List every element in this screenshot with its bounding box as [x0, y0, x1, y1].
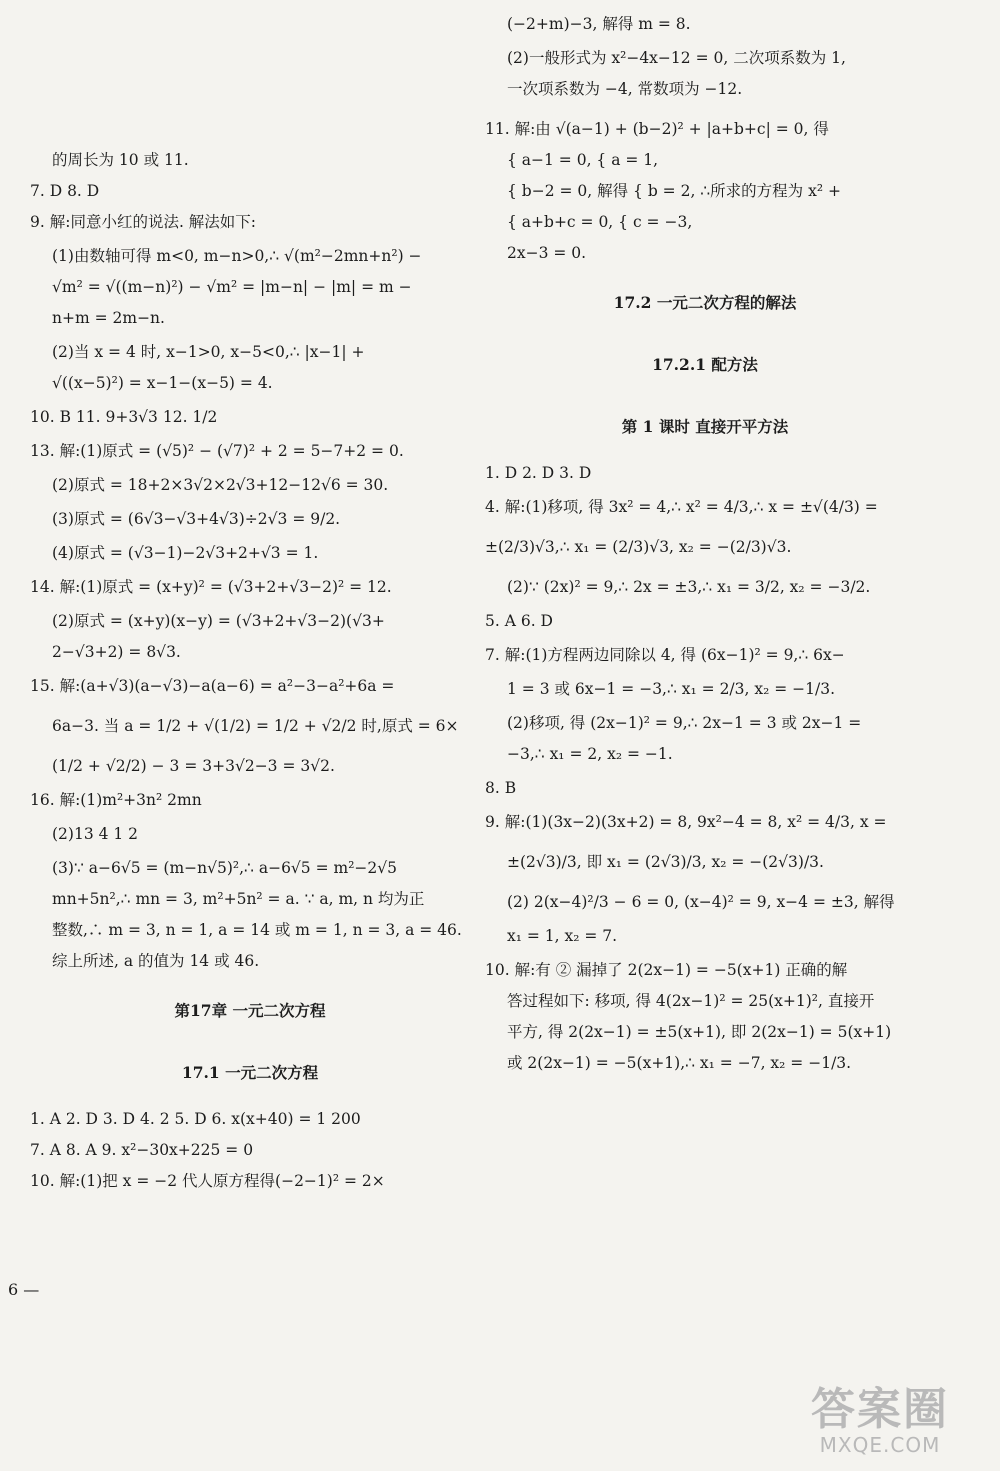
answer-line: 7. A 8. A 9. x²−30x+225 = 0: [30, 1141, 254, 1159]
answer-line: (2)一般形式为 x²−4x−12 = 0, 二次项系数为 1,: [507, 49, 846, 67]
answer-line: 10. B 11. 9+3√3 12. 1/2: [30, 408, 218, 426]
answer-line: −3,∴ x₁ = 2, x₂ = −1.: [507, 745, 673, 763]
answer-line: { b−2 = 0, 解得 { b = 2, ∴所求的方程为 x² +: [507, 182, 841, 200]
answer-line: (2)移项, 得 (2x−1)² = 9,∴ 2x−1 = 3 或 2x−1 =: [507, 714, 862, 732]
answer-line: 平方, 得 2(2x−1) = ±5(x+1), 即 2(2x−1) = 5(x+1): [507, 1023, 892, 1041]
answer-line: 7. D 8. D: [30, 182, 100, 200]
answer-line: 整数,∴ m = 3, n = 1, a = 14 或 m = 1, n = 3, a = 46.: [52, 921, 462, 939]
answer-line: (1/2 + √2/2) − 3 = 3+3√2−3 = 3√2.: [52, 757, 335, 775]
answer-line: 1. D 2. D 3. D: [485, 464, 592, 482]
chapter-heading: 第17章 一元二次方程: [174, 1000, 326, 1020]
answer-line: { a−1 = 0, { a = 1,: [507, 151, 659, 169]
answer-line: (2)原式 = 18+2×3√2×2√3+12−12√6 = 30.: [52, 476, 389, 494]
answer-line: 15. 解:(a+√3)(a−√3)−a(a−6) = a²−3−a²+6a =: [30, 677, 395, 695]
answer-line: √((x−5)²) = x−1−(x−5) = 4.: [52, 374, 273, 392]
answer-line: 14. 解:(1)原式 = (x+y)² = (√3+2+√3−2)² = 12.: [30, 578, 392, 596]
answer-line: (4)原式 = (√3−1)−2√3+2+√3 = 1.: [52, 544, 319, 562]
answer-line: (1)由数轴可得 m<0, m−n>0,∴ √(m²−2mn+n²) −: [52, 247, 422, 265]
answer-line: 11. 解:由 √(a−1) + (b−2)² + |a+b+c| = 0, 得: [485, 120, 829, 138]
answer-line: (−2+m)−3, 解得 m = 8.: [507, 15, 691, 33]
answer-line: (3)∵ a−6√5 = (m−n√5)²,∴ a−6√5 = m²−2√5: [52, 859, 398, 877]
answer-line: ±(2/3)√3,∴ x₁ = (2/3)√3, x₂ = −(2/3)√3.: [485, 538, 792, 556]
answer-line: (2)当 x = 4 时, x−1>0, x−5<0,∴ |x−1| +: [52, 343, 365, 361]
watermark-logo: [785, 1386, 975, 1456]
answer-line: (2)原式 = (x+y)(x−y) = (√3+2+√3−2)(√3+: [52, 612, 385, 630]
left-column: [30, 150, 470, 1191]
subsection-heading: 17.2.1 配方法: [652, 354, 758, 374]
answer-line: 或 2(2x−1) = −5(x+1),∴ x₁ = −7, x₂ = −1/3.: [507, 1054, 852, 1072]
answer-line: 2−√3+2) = 8√3.: [52, 643, 181, 661]
answer-line: 一次项系数为 −4, 常数项为 −12.: [507, 80, 743, 98]
answer-line: 8. B: [485, 779, 517, 797]
lesson-heading: 第 1 课时 直接开平方法: [621, 416, 789, 436]
answer-line: 5. A 6. D: [485, 612, 553, 630]
watermark-title: 答案圈: [811, 1384, 949, 1435]
answer-line: 2x−3 = 0.: [507, 244, 587, 262]
answer-line: 1 = 3 或 6x−1 = −3,∴ x₁ = 2/3, x₂ = −1/3.: [507, 680, 836, 698]
answer-line: 6a−3. 当 a = 1/2 + √(1/2) = 1/2 + √2/2 时,原式 = 6×: [52, 717, 459, 735]
answer-line: { a+b+c = 0, { c = −3,: [507, 213, 693, 231]
answer-line: √m² = √((m−n)²) − √m² = |m−n| − |m| = m −: [52, 278, 412, 296]
answer-line: x₁ = 1, x₂ = 7.: [507, 927, 618, 945]
answer-line: 7. 解:(1)方程两边同除以 4, 得 (6x−1)² = 9,∴ 6x−: [485, 646, 845, 664]
answer-line: 的周长为 10 或 11.: [52, 151, 189, 169]
answer-line: 4. 解:(1)移项, 得 3x² = 4,∴ x² = 4/3,∴ x = ±√(4/3) =: [485, 498, 878, 516]
answer-line: 9. 解:同意小红的说法. 解法如下:: [30, 213, 257, 231]
answer-line: (2)13 4 1 2: [52, 825, 139, 843]
section-heading: 17.1 一元二次方程: [181, 1062, 319, 1082]
answer-line: (2) 2(x−4)²/3 − 6 = 0, (x−4)² = 9, x−4 = ±3, 解得: [507, 893, 895, 911]
section-heading: 17.2 一元二次方程的解法: [613, 292, 797, 312]
answer-line: 1. A 2. D 3. D 4. 2 5. D 6. x(x+40) = 1 200: [30, 1110, 361, 1128]
answer-line: 13. 解:(1)原式 = (√5)² − (√7)² + 2 = 5−7+2 = 0.: [30, 442, 404, 460]
answer-line: 答过程如下: 移项, 得 4(2x−1)² = 25(x+1)², 直接开: [507, 992, 875, 1010]
answer-line: 综上所述, a 的值为 14 或 46.: [52, 952, 260, 970]
answer-line: 9. 解:(1)(3x−2)(3x+2) = 8, 9x²−4 = 8, x² = 4/3, x =: [485, 813, 887, 831]
answer-line: ±(2√3)/3, 即 x₁ = (2√3)/3, x₂ = −(2√3)/3.: [507, 853, 824, 871]
right-column: [485, 14, 925, 1073]
watermark-site: MXQE.COM: [819, 1433, 941, 1457]
page-number: 6 —: [8, 1280, 40, 1299]
answer-line: (2)∵ (2x)² = 9,∴ 2x = ±3,∴ x₁ = 3/2, x₂ = −3/2.: [507, 578, 871, 596]
answer-line: 10. 解:有 ② 漏掉了 2(2x−1) = −5(x+1) 正确的解: [485, 961, 848, 979]
answer-line: mn+5n²,∴ mn = 3, m²+5n² = a. ∵ a, m, n 均为正: [52, 890, 425, 908]
answer-line: 16. 解:(1)m²+3n² 2mn: [30, 791, 202, 809]
answer-line: (3)原式 = (6√3−√3+4√3)÷2√3 = 9/2.: [52, 510, 341, 528]
answer-line: 10. 解:(1)把 x = −2 代人原方程得(−2−1)² = 2×: [30, 1172, 385, 1190]
answer-line: n+m = 2m−n.: [52, 309, 165, 327]
